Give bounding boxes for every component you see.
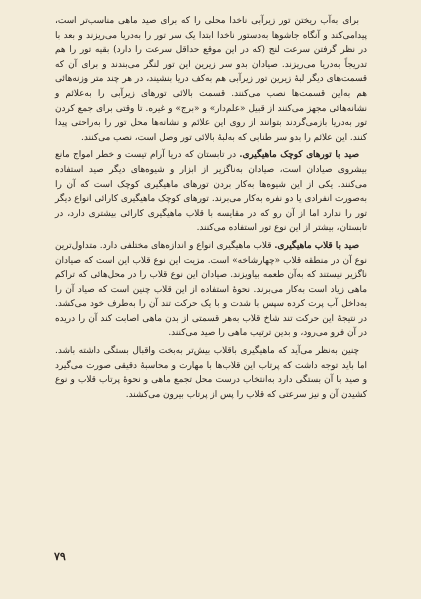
paragraph-1 bbox=[55, 14, 367, 145]
paragraph-1-text: برای به‌آب ریختن تور زیرآبی ناخدا محلی را که برای صید ماهی مناسب‌تر است، پیدامی‌کند و آنگاه جاشوها به‌دستور ناخدا ابتدا یک سر تور را به‌دریا می‌ریزند و بعد با در نظر گرفتن سرعت لنج (که در این موقع حداقل سرعت را دارد) بقیه تور را هم تدریجاً به‌دریا می‌ریزند. صیادان بدو سر زیرین این تور لنگر می‌بندند و برای آن که قسمت‌های دیگر لبهٔ زیرین تور زیرآبی هم به‌کف دریا بنشیند، در هر چند متر وزنه‌هائی هم به‌این قسمت‌ها نصب می‌کنند. قسمت بالائی تورهای زیرآبی را به‌علائم و نشانه‌هائی مجهز می‌کنند از قبیل «علم‌دار» و «برج» و غیره. تا وقتی برای جمع کردن تور به‌دریا بازمی‌گردند بتوانند از روی این علائم و نشانه‌ها محل تور را به‌راحتی پیدا کنند. این علائم را بدو سر طنابی که به‌لبهٔ بالائی تور وصل است، نصب می‌کنند. bbox=[55, 16, 367, 143]
paragraph-4 bbox=[55, 344, 367, 402]
paragraph-3 bbox=[55, 239, 367, 341]
paragraph-3-lead: صید با قلاب ماهیگیری. bbox=[274, 240, 359, 251]
paragraph-2-lead: صید با تورهای کوچک ماهیگیری. bbox=[239, 150, 359, 161]
paragraph-2-text: در تابستان که دریا آرام تیست و خطر امواج مانع بیشروی صیادان است، صیادان به‌ناگزیر از ابزار و شیوه‌های دیگر صید استفاده می‌کنند. یکی از این شیوه‌ها به‌کار بردن تورهای ماهیگیری کوچک است که آن را به‌صورت انفرادی یا دو نفره به‌کار می‌برند. تورهای کوچک ماهیگیری کارائی انواع دیگر تور را ندارد اما از آن رو که در مقایسه با قلاب ماهیگیری کارائی بیشتری دارد، در تابستان، بیشتر از این نوع تور استفاده می‌کنند. bbox=[55, 150, 367, 234]
paragraph-3-text: قلاب ماهیگیری انواع و اندازه‌های مختلفی دارد. متداول‌ترین نوع آن در منطقه قلاب «چهارشاخه» است. مزیت این نوع قلاب این است که صیادان ناگزیر نیستند که به‌آن طعمه بیاویزند. صیادان این نوع قلاب را در محل‌هائی که تراکم ماهی زیاد است به‌کار می‌برند. نحوهٔ استفاده از این قلاب چنین است که صیاد آن را به‌داخل آب پرت کرده سپس با شدت و با یک حرکت تند آن را به‌طرف خود می‌کشد. در نتیجهٔ این حرکت تند شاخ قلاب به‌هر قسمتی از بدن ماهی اصابت کند آن را دریده در آن فرو می‌رود، و بدین ترتیب ماهی را صید می‌کنند. bbox=[55, 240, 367, 339]
body-text bbox=[55, 14, 367, 402]
page-number: ۷۹ bbox=[54, 550, 66, 563]
paragraph-2 bbox=[55, 148, 367, 236]
paragraph-4-text: چنین به‌نظر می‌آید که ماهیگیری باقلاب بیش‌تر به‌بخت واقبال بستگی داشته باشد. اما باید توجه داشت که پرتاب این قلاب‌ها با مهارت و محاسبهٔ دقیقی صورت می‌گیرد و صید با آن بستگی دارد به‌انتخاب درست محل تجمع ماهی و نحوهٔ پرتاب قلاب و نوع کشیدن آن و نیز سرعتی که قلاب را پس از پرتاب بیرون می‌کشند. bbox=[55, 346, 367, 400]
